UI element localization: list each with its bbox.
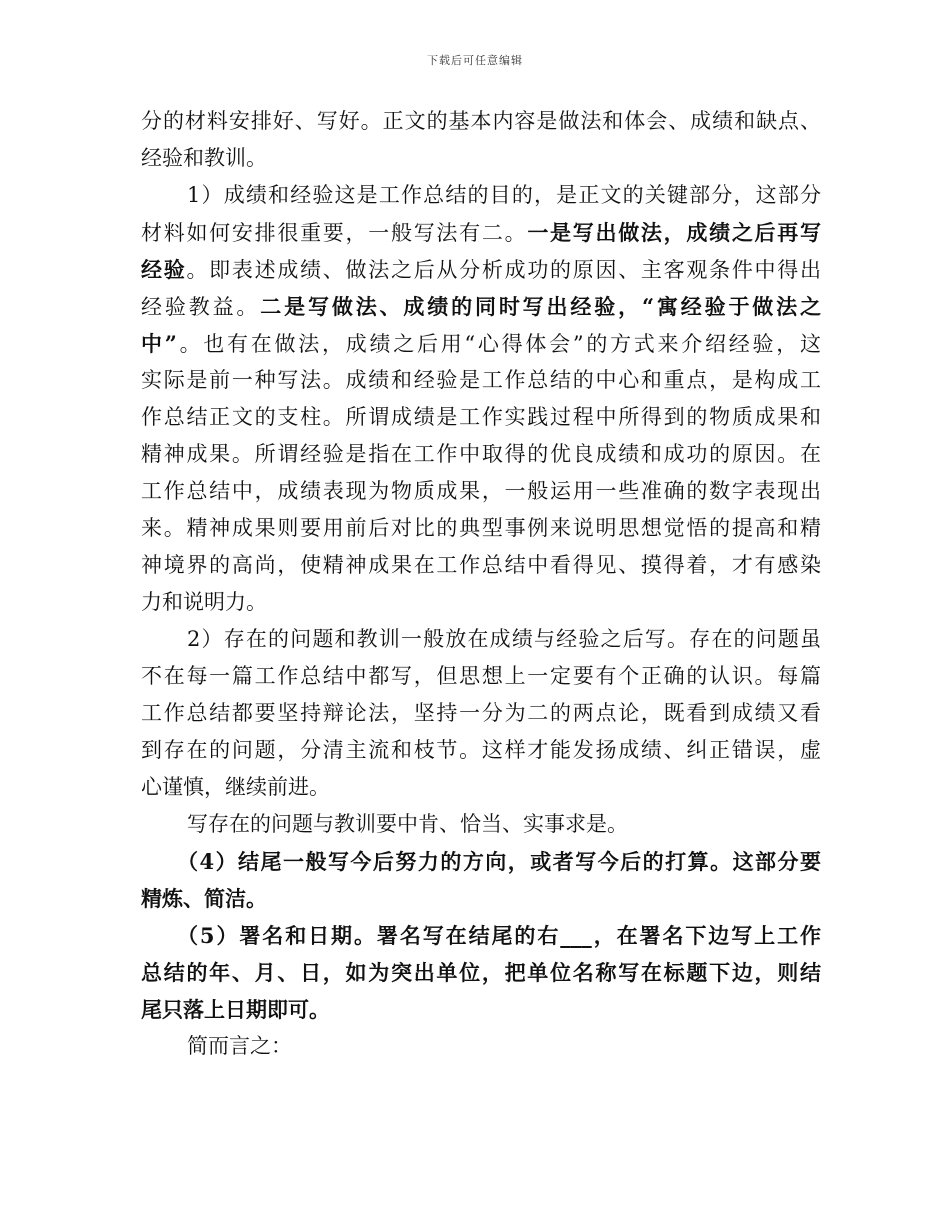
text-run: 。即表述成绩、做法之后从分析成功的原因、主客观条件中得出 <box>186 258 822 282</box>
text-line: 工作总结都要坚持辩论法，坚持一分为二的两点论，既看到成绩又看 <box>141 701 821 725</box>
text-line: 不在每一篇工作总结中都写，但思想上一定要有个正确的认识。每篇 <box>141 664 821 688</box>
text-line: 来。精神成果则要用前后对比的典型事例来说明思想觉悟的提高和精 <box>141 516 821 540</box>
bold-paragraph-start-line: （5）署名和日期。署名写在结尾的右___，在署名下边写上工作 <box>177 923 821 948</box>
text-run: 材料如何安排很重要，一般写法有二。 <box>141 221 528 245</box>
paragraph-start-line: 简而言之： <box>187 1034 292 1058</box>
text-line: 神境界的高尚，使精神成果在工作总结中看得见、摸得着，才有感染 <box>141 553 821 577</box>
text-line: 工作总结中，成绩表现为物质成果，一般运用一些准确的数字表现出 <box>141 479 821 503</box>
text-line: 经验和教训。 <box>141 146 267 170</box>
paragraph-start-line: 2）存在的问题和教训一般放在成绩与经验之后写。存在的问题虽 <box>187 627 821 651</box>
document-body <box>141 103 821 1065</box>
text-line: 力和说明力。 <box>141 590 267 614</box>
bold-text-line: 尾只落上日期即可。 <box>141 997 330 1022</box>
text-line: 实际是前一种写法。成绩和经验是工作总结的中心和重点，是构成工 <box>141 368 821 392</box>
bold-text-line: 总结的年、月、日，如为突出单位，把单位名称写在标题下边，则结 <box>141 960 821 985</box>
text-line: 到存在的问题，分清主流和枝节。这样才能发扬成绩、纠正错误，虚 <box>141 738 821 762</box>
text-run: 经验教益。 <box>141 295 261 319</box>
bold-text-run: 经验 <box>141 257 187 282</box>
bold-text-line: 精炼、简洁。 <box>141 886 267 911</box>
paragraph-start-line: 写存在的问题与教训要中肯、恰当、实事求是。 <box>187 812 628 836</box>
page-header: 下载后可任意编辑 <box>427 54 523 67</box>
bold-text-run: 中” <box>141 331 177 356</box>
text-line <box>141 214 821 251</box>
text-line: 分的材料安排好、写好。正文的基本内容是做法和体会、成绩和缺点、 <box>141 109 821 133</box>
text-line <box>141 251 821 288</box>
text-line <box>141 325 821 362</box>
text-line: 作总结正文的支柱。所谓成绩是工作实践过程中所得到的物质成果和 <box>141 405 821 429</box>
paragraph-start-line: 1）成绩和经验这是工作总结的目的，是正文的关键部分，这部分 <box>187 183 821 207</box>
text-line: 精神成果。所谓经验是指在工作中取得的优良成绩和成功的原因。在 <box>141 442 821 466</box>
bold-text-run: 一是写出做法，成绩之后再写 <box>527 220 822 245</box>
text-run: 。也有在做法，成绩之后用“心得体会”的方式来介绍经验，这 <box>176 332 821 356</box>
text-line <box>141 288 821 325</box>
bold-paragraph-start-line: （4）结尾一般写今后努力的方向，或者写今后的打算。这部分要 <box>177 849 821 874</box>
text-line: 心谨慎，继续前进。 <box>141 775 330 799</box>
bold-text-run: 二是写做法、成绩的同时写出经验，“寓经验于做法之 <box>260 294 822 319</box>
